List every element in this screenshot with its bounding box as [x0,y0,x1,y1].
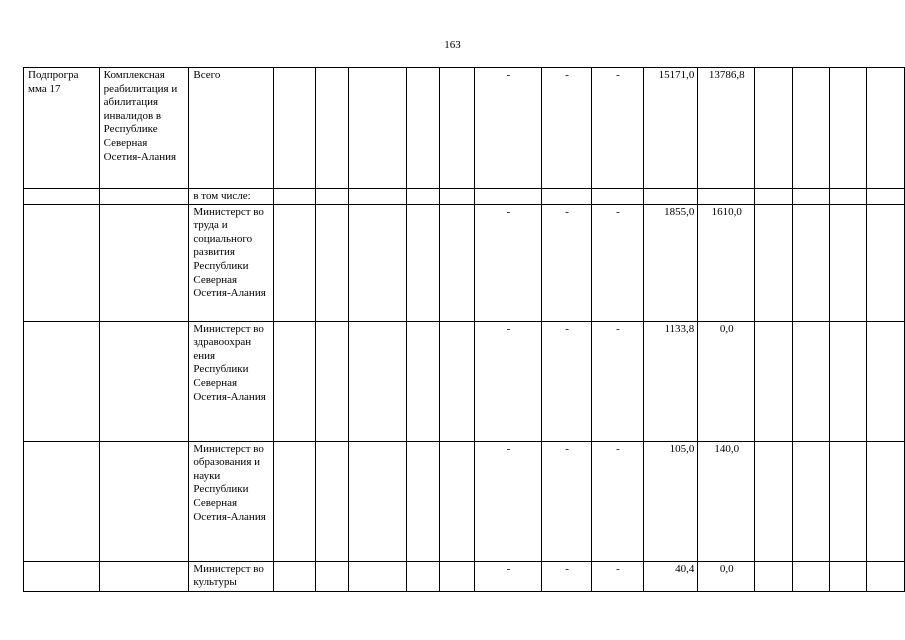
empty-cell [867,561,905,591]
value-cell: 0,0 [698,561,755,591]
empty-cell [274,189,316,205]
program-cell [24,189,100,205]
program-cell [24,561,100,591]
value-cell: 1610,0 [698,204,755,321]
executor-cell: Всего [189,68,274,189]
empty-cell [406,204,439,321]
page-number: 163 [444,39,461,51]
value-cell: 1855,0 [643,204,698,321]
empty-cell [867,68,905,189]
dash-cell: - [541,321,591,441]
value-cell: 40,4 [643,561,698,591]
empty-cell [792,189,829,205]
dash-cell: - [592,68,643,189]
empty-cell [867,204,905,321]
empty-cell [829,441,866,561]
empty-cell [406,441,439,561]
empty-cell [755,204,792,321]
program-name-cell [99,441,189,561]
empty-cell [406,561,439,591]
executor-cell: в том числе: [189,189,274,205]
empty-cell [406,68,439,189]
value-cell [698,189,755,205]
empty-cell [867,189,905,205]
empty-cell [348,68,406,189]
dash-cell [541,189,591,205]
table-row [24,441,905,561]
empty-cell [316,68,349,189]
program-name-cell [99,189,189,205]
table-row [24,321,905,441]
table-row [24,189,905,205]
program-name-cell: Комплексная реабилитация и абилитация инвалидов в Республике Северная Осетия-Алания [99,68,189,189]
empty-cell [755,441,792,561]
empty-cell [274,441,316,561]
empty-cell [406,321,439,441]
empty-cell [829,321,866,441]
empty-cell [867,441,905,561]
dash-cell: - [541,561,591,591]
empty-cell [274,204,316,321]
dash-cell [592,189,643,205]
empty-cell [439,189,474,205]
dash-cell: - [541,68,591,189]
executor-cell: Министерст во труда и социального развития Республики Северная Осетия-Алания [189,204,274,321]
table-row [24,68,905,189]
table-row [24,561,905,591]
value-cell: 0,0 [698,321,755,441]
program-name-cell [99,561,189,591]
dash-cell: - [541,441,591,561]
empty-cell [348,561,406,591]
empty-cell [348,189,406,205]
dash-cell: - [592,441,643,561]
empty-cell [867,321,905,441]
value-cell: 13786,8 [698,68,755,189]
dash-cell: - [475,321,542,441]
value-cell [643,189,698,205]
empty-cell [829,189,866,205]
executor-cell: Министерст во культуры [189,561,274,591]
empty-cell [829,68,866,189]
program-name-cell [99,204,189,321]
empty-cell [316,321,349,441]
empty-cell [348,204,406,321]
program-cell [24,441,100,561]
empty-cell [316,441,349,561]
dash-cell: - [541,204,591,321]
program-cell: Подпрогра мма 17 [24,68,100,189]
empty-cell [755,68,792,189]
empty-cell [829,561,866,591]
empty-cell [792,204,829,321]
value-cell: 1133,8 [643,321,698,441]
budget-table [23,67,905,592]
value-cell: 15171,0 [643,68,698,189]
dash-cell [475,189,542,205]
executor-cell: Министерст во здравоохран ения Республики Северная Осетия-Алания [189,321,274,441]
empty-cell [792,68,829,189]
empty-cell [829,204,866,321]
table-row [24,204,905,321]
empty-cell [316,189,349,205]
program-cell [24,321,100,441]
empty-cell [316,561,349,591]
empty-cell [274,321,316,441]
empty-cell [792,561,829,591]
empty-cell [792,321,829,441]
empty-cell [274,68,316,189]
empty-cell [439,321,474,441]
dash-cell: - [475,441,542,561]
empty-cell [439,441,474,561]
dash-cell: - [592,204,643,321]
value-cell: 140,0 [698,441,755,561]
value-cell: 105,0 [643,441,698,561]
dash-cell: - [592,561,643,591]
program-name-cell [99,321,189,441]
empty-cell [755,321,792,441]
empty-cell [316,204,349,321]
empty-cell [755,189,792,205]
executor-cell: Министерст во образования и науки Республики Северная Осетия-Алания [189,441,274,561]
empty-cell [274,561,316,591]
empty-cell [439,204,474,321]
dash-cell: - [475,204,542,321]
empty-cell [792,441,829,561]
empty-cell [439,561,474,591]
empty-cell [348,441,406,561]
dash-cell: - [475,561,542,591]
dash-cell: - [592,321,643,441]
program-cell [24,204,100,321]
empty-cell [406,189,439,205]
empty-cell [348,321,406,441]
empty-cell [755,561,792,591]
empty-cell [439,68,474,189]
dash-cell: - [475,68,542,189]
